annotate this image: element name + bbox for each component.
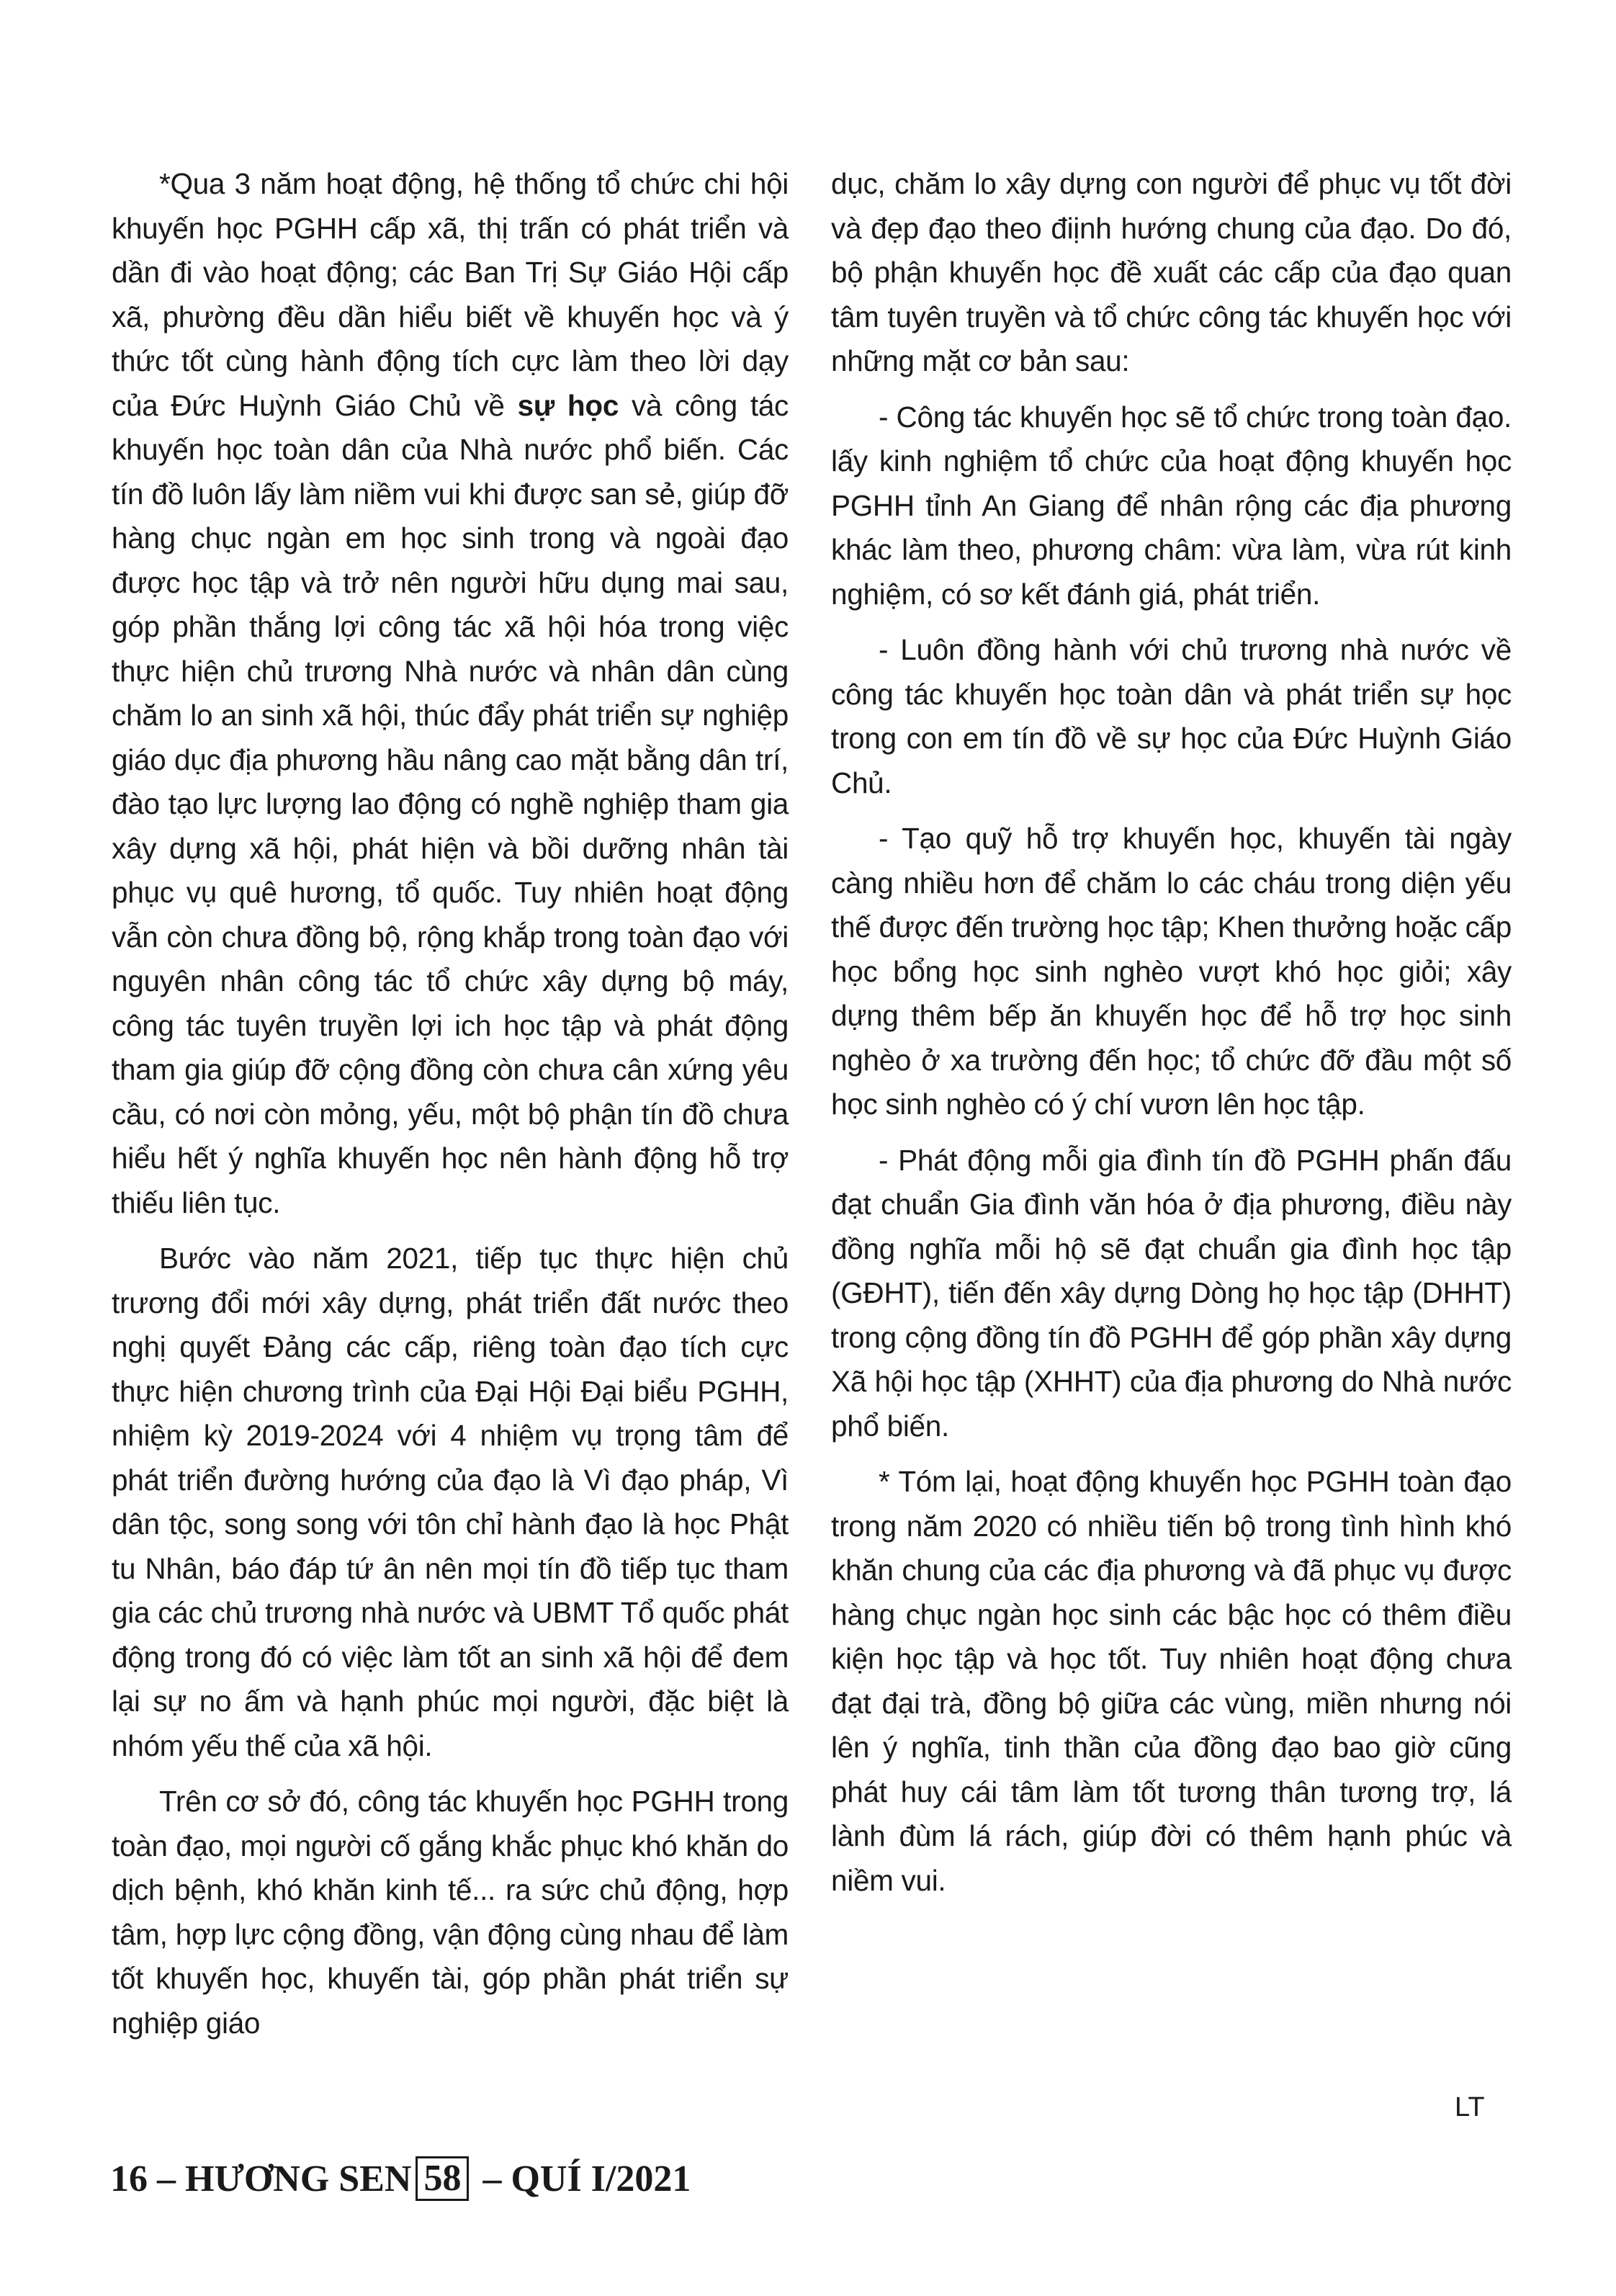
footer-separator-1: –: [148, 2158, 185, 2199]
page-number: 16: [110, 2158, 148, 2199]
paragraph-5: - Công tác khuyến học sẽ tổ chức trong toàn đạo. lấy kinh nghiệm tổ chức của hoạt động khuyến học PGHH tỉnh An Giang để nhân rộng các địa phương khác làm theo, phương châm: vừa làm, vừa rút kinh nghiệm, có sơ kết đánh giá, phát triển.: [831, 400, 1512, 611]
paragraph-7: - Tạo quỹ hỗ trợ khuyến học, khuyến tài ngày càng nhiều hơn để chăm lo các cháu trong diện yếu thế được đến trường học tập; Khen thưởng hoặc cấp học bổng học sinh nghèo vượt khó học giỏi; xây dựng thêm bếp ăn khuyến học để hỗ trợ học sinh nghèo ở xa trường đến học; tổ chức đỡ đầu một số học sinh nghèo có ý chí vươn lên học tập.: [831, 822, 1512, 1121]
paragraph-1: [112, 162, 789, 1225]
paragraph-1-text-a: *Qua 3 năm hoạt động, hệ thống tổ chức chi hội khuyến học PGHH cấp xã, thị trấn có phát triển và dần đi vào hoạt động; các Ban Trị Sự Giáo Hội cấp xã, phường đều dần hiểu biết về khuyến học và ý thức tốt cùng hành động tích cực làm theo lời dạy của Đức Huỳnh Giáo Chủ về: [112, 167, 789, 422]
paragraph-9: * Tóm lại, hoạt động khuyến học PGHH toàn đạo trong năm 2020 có nhiều tiến bộ trong tình hình khó khăn chung của các địa phương và đã phục vụ được hàng chục ngàn học sinh các bậc học có thêm điều kiện học tập và học tốt. Tuy nhiên hoạt động chưa đạt đại trà, đồng bộ giữa các vùng, miền nhưng nói lên ý nghĩa, tinh thần của đồng đạo bao giờ cũng phát huy cái tâm làm tốt tương thân tương trợ, lá lành đùm lá rách, giúp đời có thêm hạnh phúc và niềm vui.: [831, 1465, 1512, 1897]
page-footer: [110, 2153, 691, 2204]
right-column: [831, 162, 1512, 1914]
paragraph-8: - Phát động mỗi gia đình tín đồ PGHH phấn đấu đạt chuẩn Gia đình văn hóa ở địa phương, điều này đồng nghĩa mỗi hộ sẽ đạt chuẩn gia đình học tập (GĐHT), tiến đến xây dựng Dòng họ học tập (DHHT) trong cộng đồng tín đồ PGHH để góp phần xây dựng Xã hội học tập (XHHT) của địa phương do Nhà nước phổ biến.: [831, 1143, 1512, 1443]
paragraph-4: dục, chăm lo xây dựng con người để phục vụ tốt đời và đẹp đạo theo điịnh hướng chung của đạo. Do đó, bộ phận khuyến học đề xuất các cấp của đạo quan tâm tuyên truyền và tổ chức công tác khuyến học với những mặt cơ bản sau:: [831, 167, 1512, 377]
paragraph-1-text-b: và công tác khuyến học toàn dân của Nhà nước phổ biến. Các tín đồ luôn lấy làm niềm vui khi được san sẻ, giúp đỡ hàng chục ngàn em học sinh trong và ngoài đạo được học tập và trở nên người hữu dụng mai sau, góp phần thắng lợi công tác xã hội hóa trong việc thực hiện chủ trương Nhà nước và nhân dân cùng chăm lo an sinh xã hội, thúc đẩy phát triển sự nghiệp giáo dục địa phương hầu nâng cao mặt bằng dân trí, đào tạo lực lượng lao động có nghề nghiệp tham gia xây dựng xã hội, phát hiện và bồi dưỡng nhân tài phục vụ quê hương, tổ quốc. Tuy nhiên hoạt động vẫn còn chưa đồng bộ, rộng khắp trong toàn đạo với nguyên nhân công tác tổ chức xây dựng bộ máy, công tác tuyên truyền lợi ich học tập và phát động tham gia giúp đỡ cộng đồng còn chưa cân xứng yêu cầu, có nơi còn mỏng, yếu, một bộ phận tín đồ chưa hiểu hết ý nghĩa khuyến học nên hành động hỗ trợ thiếu liên tục.: [112, 388, 789, 1219]
issue-number: 58: [416, 2156, 469, 2201]
paragraph-6: - Luôn đồng hành với chủ trương nhà nước về công tác khuyến học toàn dân và phát triển sự học trong con em tín đồ về sự học của Đức Huỳnh Giáo Chủ.: [831, 633, 1512, 799]
issue-quarter: QUÍ I/2021: [511, 2158, 691, 2199]
left-column: [112, 162, 789, 2045]
magazine-name: HƯƠNG SEN: [185, 2158, 412, 2199]
paragraph-2: Bước vào năm 2021, tiếp tục thực hiện chủ trương đổi mới xây dựng, phát triển đất nước theo nghị quyết Đảng các cấp, riêng toàn đạo tích cực thực hiện chương trình của Đại Hội Đại biểu PGHH, nhiệm kỳ 2019-2024 với 4 nhiệm vụ trọng tâm để phát triển đường hướng của đạo là Vì đạo pháp, Vì dân tộc, song song với tôn chỉ hành đạo là học Phật tu Nhân, báo đáp tứ ân nên mọi tín đồ tiếp tục tham gia các chủ trương nhà nước và UBMT Tổ quốc phát động trong đó có việc làm tốt an sinh xã hội để đem lại sự no ấm và hạnh phúc mọi người, đặc biệt là nhóm yếu thế của xã hội.: [112, 1242, 789, 1762]
author-signature: LT: [1455, 2092, 1485, 2122]
paragraph-3: Trên cơ sở đó, công tác khuyến học PGHH trong toàn đạo, mọi người cố gắng khắc phục khó khăn do dịch bệnh, khó khăn kinh tế... ra sức chủ động, hợp tâm, hợp lực cộng đồng, vận động cùng nhau để làm tốt khuyến học, khuyến tài, góp phần phát triển sự nghiệp giáo: [112, 1785, 789, 2040]
paragraph-1-bold: sự học: [517, 388, 619, 422]
footer-separator-2: –: [473, 2158, 511, 2199]
